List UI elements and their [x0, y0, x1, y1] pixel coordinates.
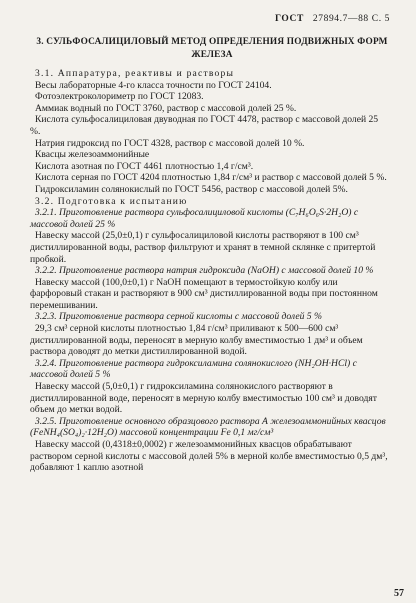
- paragraph: Гидроксиламин солянокислый по ГОСТ 5456, раствор с массовой долей 5%.: [35, 183, 348, 195]
- paragraph: 3.2.4. Приготовление раствора гидроксиламина солянокислого (NH₂OH·HCl) с массовой долей 5 %: [30, 357, 357, 381]
- page-number: 57: [394, 588, 404, 599]
- standard-label: ГОСТ: [275, 14, 304, 24]
- paragraph: 3.2.2. Приготовление раствора натрия гидроксида (NaOH) с массовой долей 10 %: [35, 265, 374, 277]
- paragraph: 3.1. Аппаратура, реактивы и растворы: [35, 68, 235, 79]
- paragraph: 3.2.1. Приготовление раствора сульфосалициловой кислоты (C₇H₆O₆S·2H₂O) с массовой долей 25 %: [30, 207, 359, 230]
- paragraph: 29,3 см³ серной кислоты плотностью 1,84 г/см³ приливают к 500—600 см³ дистиллированной воды, переносят в мерную колбу вместимостью 1 дм³ и объем раствора доводят до метки дистиллированной водой.: [30, 323, 363, 358]
- paragraph: 3.2. Подготовка к испытанию: [35, 195, 188, 207]
- page-header: [275, 14, 390, 24]
- paragraph: Аммиак водный по ГОСТ 3760, раствор с массовой долей 25 %.: [35, 102, 297, 114]
- paragraph: Натрия гидроксид по ГОСТ 4328, раствор с массовой долей 10 %.: [35, 137, 305, 149]
- paragraph: Навеску массой (0,4318±0,0002) г железоаммонийных квасцов обрабатывают раствором серной кислоты с массовой долей 5% в мерной колбе вместимостью 0,5 дм³, добавляют 1 каплю азотной: [30, 439, 388, 474]
- paragraph: Навеску массой (5,0±0,1) г гидроксиламина солянокислого растворяют в дистиллированной воде, переносят в мерную колбу вместимостью 100 см³ и доводят объем до метки водой.: [30, 381, 377, 416]
- document-body: [30, 68, 390, 474]
- paragraph: Кислота азотная по ГОСТ 4461 плотностью 1,4 г/см³.: [35, 160, 254, 172]
- paragraph: Навеску массой (25,0±0,1) г сульфосалициловой кислоты растворяют в 100 см³ дистиллированной воды, раствор фильтруют и хранят в темной склянке с притертой пробкой.: [30, 230, 376, 265]
- paragraph: Навеску массой (100,0±0,1) г NaOH помещают в термостойкую колбу или фарфоровый стакан и растворяют в 900 см³ дистиллированной воды при постоянном перемешивании.: [30, 276, 378, 311]
- paragraph: 3.2.5. Приготовление основного образцового раствора А железоаммонийных квасцов (FeNH₄(SO₄)₂·12H₂O) массовой концентрации Fe 0,1 мг/см³: [30, 415, 386, 439]
- paragraph: Квасцы железоаммонийные: [35, 149, 150, 161]
- paragraph: Кислота серная по ГОСТ 4204 плотностью 1,84 г/см³ и раствор с массовой долей 5 %.: [35, 172, 387, 184]
- paragraph: Кислота сульфосалициловая двуводная по ГОСТ 4478, раствор с массовой долей 25 %.: [30, 114, 379, 137]
- paragraph: Весы лабораторные 4-го класса точности по ГОСТ 24104.: [35, 79, 272, 91]
- paragraph: 3.2.3. Приготовление раствора серной кислоты с массовой долей 5 %: [35, 311, 322, 323]
- section-title: 3. СУЛЬФОСАЛИЦИЛОВЫЙ МЕТОД ОПРЕДЕЛЕНИЯ ПОДВИЖНЫХ ФОРМ ЖЕЛЕЗА: [36, 37, 388, 60]
- paragraph: Фотоэлектроколориметр по ГОСТ 12083.: [35, 91, 204, 103]
- standard-number: 27894.7—88 С. 5: [312, 14, 390, 24]
